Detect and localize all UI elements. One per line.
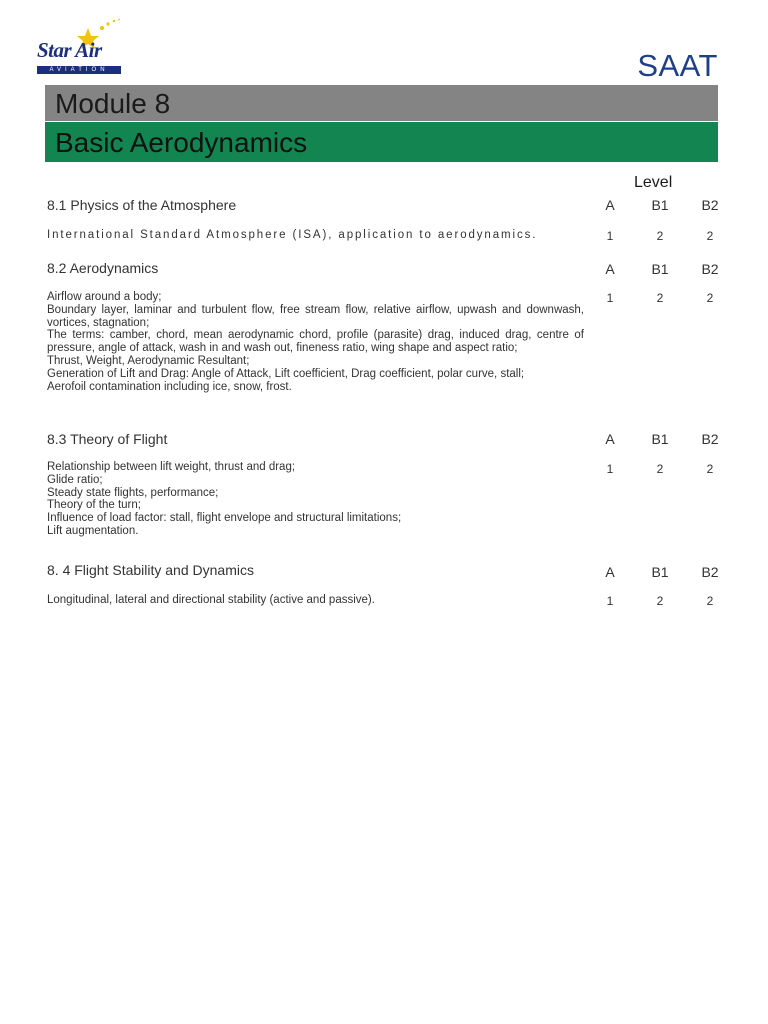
level-value-a: 1 — [606, 229, 614, 243]
level-value-b1: 2 — [656, 462, 664, 476]
logo-text: Star Air — [37, 38, 102, 62]
section-title: 8. 4 Flight Stability and Dynamics — [47, 562, 254, 578]
description-line: Airflow around a body; — [47, 291, 162, 303]
column-header-a: A — [605, 261, 615, 277]
column-header-b1: B1 — [651, 564, 669, 580]
description-line: Aerofoil contamination including ice, snow, frost. — [47, 380, 292, 393]
column-header-b2: B2 — [701, 564, 719, 580]
description-line: International Standard Atmosphere (ISA), application to aerodynamics. — [47, 229, 538, 241]
page-title: Basic Aerodynamics — [45, 122, 718, 162]
description-line: Generation of Lift and Drag: Angle of Attack, Lift coefficient, Drag coefficient, polar curve, stall; — [47, 367, 525, 380]
section-title: 8.1 Physics of the Atmosphere — [47, 197, 237, 213]
section-description — [47, 461, 584, 538]
column-header-b1: B1 — [651, 261, 669, 277]
section-title: 8.3 Theory of Flight — [47, 431, 168, 447]
section-description — [47, 594, 584, 607]
level-value-b2: 2 — [706, 229, 714, 243]
description-line: Glide ratio; — [47, 473, 103, 486]
description-line: Relationship between lift weight, thrust and drag; — [47, 461, 296, 473]
level-label: Level — [634, 174, 673, 191]
level-value-b2: 2 — [706, 594, 714, 608]
section-description — [47, 291, 584, 393]
brand-name: SAAT — [637, 48, 718, 83]
section-description — [47, 229, 584, 242]
column-header-b1: B1 — [651, 431, 669, 447]
description-line: Thrust, Weight, Aerodynamic Resultant; — [47, 354, 250, 367]
description-line: Theory of the turn; — [47, 499, 141, 512]
column-header-b2: B2 — [701, 261, 719, 277]
description-line: The terms: camber, chord, mean aerodynamic chord, profile (parasite) drag, induced drag, centre of pressure, angle of attack, wash in and wash out, fineness ratio, wing shape and aspect ratio; — [47, 329, 584, 355]
star-air-logo — [36, 16, 124, 76]
level-value-a: 1 — [606, 594, 614, 608]
logo-subtext: AVIATION — [37, 66, 121, 74]
description-line: Boundary layer, laminar and turbulent flow, free stream flow, relative airflow, upwash and downwash, vortices, stagnation; — [47, 303, 584, 329]
section-title: 8.2 Aerodynamics — [47, 260, 159, 276]
description-line: Lift augmentation. — [47, 524, 139, 537]
level-value-b1: 2 — [656, 291, 664, 305]
level-value-b2: 2 — [706, 291, 714, 305]
column-header-b1: B1 — [651, 197, 669, 213]
level-value-b2: 2 — [706, 462, 714, 476]
column-header-b2: B2 — [701, 431, 719, 447]
level-value-b1: 2 — [656, 594, 664, 608]
level-value-b1: 2 — [656, 229, 664, 243]
column-header-b2: B2 — [701, 197, 719, 213]
level-value-a: 1 — [606, 291, 614, 305]
description-line: Steady state flights, performance; — [47, 486, 219, 499]
column-header-a: A — [605, 564, 615, 580]
description-line: Longitudinal, lateral and directional stability (active and passive). — [47, 594, 375, 606]
level-value-a: 1 — [606, 462, 614, 476]
description-line: Influence of load factor: stall, flight envelope and structural limitations; — [47, 512, 402, 525]
column-header-a: A — [605, 197, 615, 213]
module-heading: Module 8 — [45, 85, 718, 121]
column-header-a: A — [605, 431, 615, 447]
